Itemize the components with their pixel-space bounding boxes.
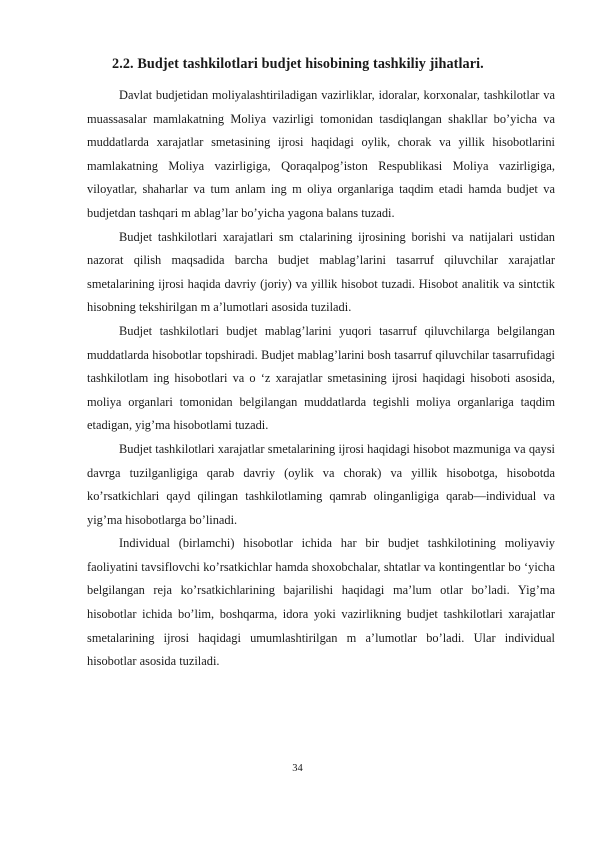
section-heading: 2.2. Budjet tashkilotlari budjet hisobining tashkiliy jihatlari. [112, 56, 484, 72]
paragraph: Budjet tashkilotlari xarajatlari sm ctalarining ijrosining borishi va natijalari ustidan nazorat qilish maqsadida barcha budjet mablag’larini tasarruf qiluvchilar xarajatlar smetalarining ijrosi haqida davriy (joriy) va yillik hisobot tuzadi. Hisobot analitik va sintctik hisobning tekshirilgan m a’lumotlari asosida tuziladi. [87, 229, 555, 315]
paragraph: Davlat budjetidan moliyalashtiriladigan vazirliklar, idoralar, korxonalar, tashkilotlar va muassasalar mamlakatning Moliya vazirligi tomonidan tasdiqlangan shakllar bo’yicha va muddatlarda xarajatlar smetasining ijrosi haqidagi oylik, chorak va yillik hisobotlarini mamlakatning Moliya vazirligiga, Qoraqalpog’iston Respublikasi Moliya vazirligiga, viloyatlar, shaharlar va tum anlam ing m oliya organlariga taqdim etadi hamda budjet va budjetdan tashqari m ablag’lar bo’yicha yagona balans tuzadi. [87, 88, 555, 220]
page-number: 34 [292, 763, 303, 774]
body-text [87, 84, 555, 674]
paragraph: Budjet tashkilotlari xarajatlar smetalarining ijrosi haqidagi hisobot mazmuniga va qaysi davrga tuzilganligiga qarab davriy (oylik va chorak) va yillik hisobotga, hisobotda ko’rsatkichlari qayd qilingan tashkilotlaming qamrab olinganligiga qarab—individual va yig’ma hisobotlarga bo’linadi. [87, 441, 555, 527]
paragraph: Individual (birlamchi) hisobotlar ichida har bir budjet tashkilotining moliyaviy faoliyatini tavsiflovchi ko’rsatkichlar hamda shoxobchalar, shtatlar va kontingentlar bo ‘yicha belgilangan reja ko’rsatkichlarining bajarilishi haqidagi ma’lum otlar bo’ladi. Yig’ma hisobotlar ichida bo’lim, boshqarma, idora yoki vazirlikning budjet tashkilotlari xarajatlar smetalarining ijrosi haqidagi umumlashtirilgan m a’lumotlar bo’ladi. Ular individual hisobotlar asosida tuziladi. [87, 536, 555, 669]
paragraph: Budjet tashkilotlari budjet mablag’larini yuqori tasarruf qiluvchilarga belgilangan muddatlarda hisobotlar topshiradi. Budjet mablag’larini bosh tasarruf qiluvchilar tasarrufidagi tashkilotlam ing hisobotlari va o ‘z xarajatlar smetasining ijrosi haqidagi hisoboti asosida, moliya organlari tomonidan belgilangan muddatlarda tegishli moliya organlariga taqdim etadigan, yig’ma hisobotlami tuzadi. [87, 323, 555, 433]
